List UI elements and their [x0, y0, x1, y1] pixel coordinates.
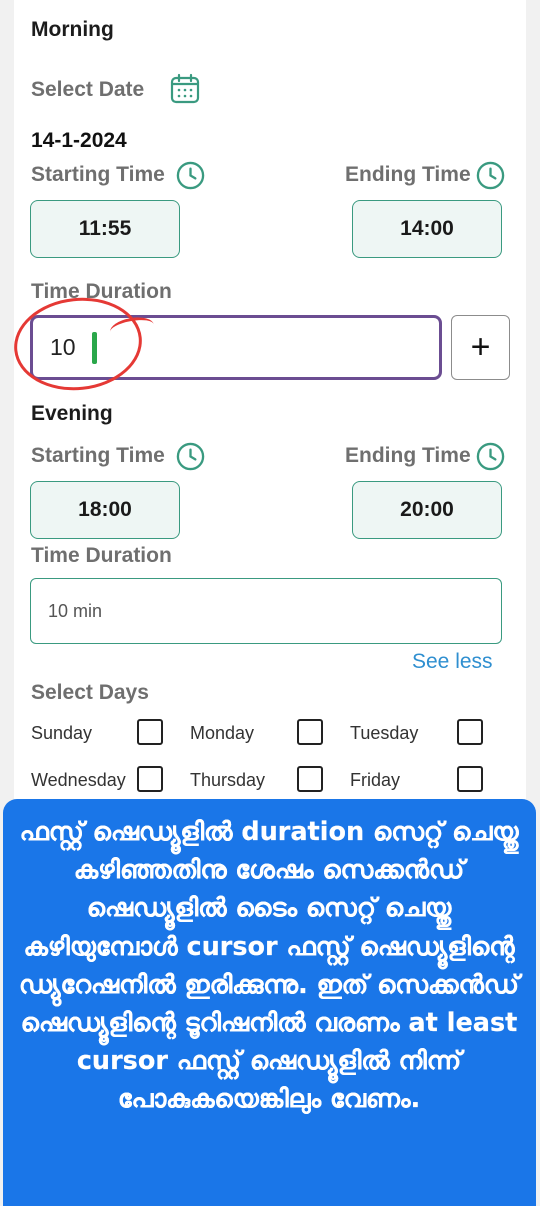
select-days-label: Select Days — [31, 681, 149, 704]
evening-title: Evening — [31, 402, 113, 425]
evening-starting-time-field[interactable]: 18:00 — [30, 481, 180, 539]
checkbox-friday[interactable] — [457, 766, 483, 792]
clock-icon[interactable] — [175, 441, 206, 477]
clock-icon[interactable] — [475, 441, 506, 477]
annotation-text: ഫസ്റ്റ് ഷെഡ്യൂളിൽ duration സെറ്റ് ചെയ്തു കഴിഞ്ഞതിനു ശേഷം സെക്കൻഡ് ഷെഡ്യൂളിൽ ടൈം സെറ്റ് ചെയ്തു കഴിയുമ്പോൾ cursor ഫസ്റ്റ് ഷെഡ്യൂളിന്റെ ഡ്യുറേഷനിൽ ഇരിക്കുന്നു. ഇത് സെക്കൻഡ് ഷെഡ്യൂളിന്റെ ടൂറിഷനിൽ വരണം at least cursor ഫസ്റ്റ് ഷെഡ്യൂളിൽ നിന്ന് പോകുകയെങ്കിലും വേണം. — [19, 817, 520, 1115]
red-markup-circle — [10, 292, 147, 397]
add-duration-button[interactable]: + — [451, 315, 510, 380]
evening-duration-input[interactable] — [30, 578, 502, 644]
annotation-overlay — [3, 799, 536, 1206]
checkbox-tuesday[interactable] — [457, 719, 483, 745]
checkbox-monday[interactable] — [297, 719, 323, 745]
checkbox-thursday[interactable] — [297, 766, 323, 792]
calendar-icon[interactable] — [168, 72, 202, 111]
see-less-link[interactable]: See less — [412, 650, 493, 673]
morning-ending-time-field[interactable]: 14:00 — [352, 200, 502, 258]
morning-starting-time-label: Starting Time — [31, 163, 165, 186]
morning-title: Morning — [31, 18, 114, 41]
evening-starting-time-label: Starting Time — [31, 444, 165, 467]
selected-date: 14-1-2024 — [31, 129, 127, 152]
evening-ending-time-label: Ending Time — [345, 444, 471, 467]
day-label-sunday: Sunday — [31, 723, 93, 743]
morning-starting-time-field[interactable]: 11:55 — [30, 200, 180, 258]
evening-ending-time-field[interactable]: 20:00 — [352, 481, 502, 539]
clock-icon[interactable] — [475, 160, 506, 196]
day-label-wednesday: Wednesday — [31, 770, 126, 790]
evening-duration-value: 10 min — [48, 601, 103, 621]
day-label-friday: Friday — [350, 770, 401, 790]
checkbox-sunday[interactable] — [137, 719, 163, 745]
morning-ending-time-label: Ending Time — [345, 163, 471, 186]
select-date-label: Select Date — [31, 78, 145, 101]
day-label-tuesday: Tuesday — [350, 723, 419, 743]
clock-icon[interactable] — [175, 160, 206, 196]
day-label-monday: Monday — [190, 723, 255, 743]
morning-duration-value: 10 — [50, 334, 76, 360]
evening-duration-label: Time Duration — [31, 544, 172, 567]
checkbox-wednesday[interactable] — [137, 766, 163, 792]
morning-duration-label: Time Duration — [31, 280, 172, 303]
day-label-thursday: Thursday — [190, 770, 266, 790]
